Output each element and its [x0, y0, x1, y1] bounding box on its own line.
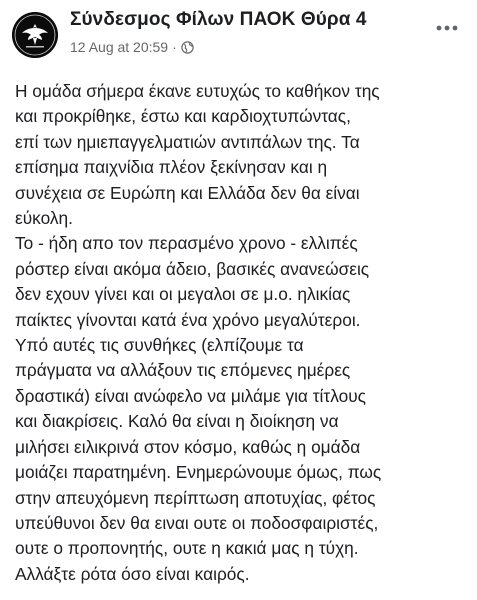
more-horizontal-icon[interactable] [435, 20, 459, 30]
post-text-line: δεν εχουν γίνει και οι μεγαλοι σε μ.ο. ηλικίας [15, 284, 351, 305]
post-text-line: Υπό αυτές τις συνθήκες (ελπίζουμε τα [15, 335, 304, 356]
post-text-line: συνέχεια σε Ευρώπη και Ελλάδα δεν θα είναι [15, 182, 360, 203]
post-text-line: ρόστερ είναι ακόμα άδειο, βασικές ανανεώσεις [15, 258, 370, 279]
post-header [0, 0, 477, 70]
post-text-line: εύκολη. [15, 208, 73, 229]
timestamp[interactable]: 12 Aug at 20:59 [70, 39, 169, 55]
globe-icon[interactable] [181, 41, 194, 54]
post-meta [70, 39, 194, 55]
post-text-line: Αλλάξτε ρότα όσο είναι καιρός. [15, 563, 250, 584]
post-body [15, 79, 467, 587]
post-text-line: επίσημα παιχνίδια πλέον ξεκίνησαν και η [15, 157, 328, 178]
post-text-line: μιλήσει ειλικρινά στον κόσμο, καθώς η ομάδα [15, 436, 361, 457]
post-text-line: και προκρίθηκε, έστω και καρδιοχτυπώντας, [15, 106, 351, 127]
page-name[interactable]: Σύνδεσμος Φίλων ΠΑΟΚ Θύρα 4 [70, 9, 367, 30]
meta-separator: · [172, 39, 177, 55]
post-text-line: ουτε ο προπονητής, ουτε η κακιά μας η τύχη. [15, 538, 359, 559]
avatar[interactable] [12, 12, 58, 58]
post-text-line: στην απευχόμενη περίπτωση αποτυχίας, φέτος [15, 487, 376, 508]
post-text-line: δραστικά) είναι ανώφελο να μιλάμε για τίτλους [15, 385, 366, 406]
post-text-line: Το - ήδη απο τον περασμένο χρονο - ελλιπές [15, 233, 358, 254]
post-text-line: πράγματα να αλλάξουν τις επόμενες ημέρες [15, 360, 351, 381]
post-text-line: Η ομάδα σήμερα έκανε ευτυχώς το καθήκον της [15, 81, 380, 101]
post-text-line: και διακρίσεις. Καλό θα είναι η διοίκηση να [15, 411, 339, 432]
post-text-line: μοιάζει παρατημένη. Ενημερώνουμε όμως, πως [15, 462, 382, 483]
eagle-crest-logo [12, 12, 58, 58]
post-text-line: επί των ημιεπαγγελματιών αντιπάλων της. Τα [15, 131, 360, 152]
post-text-line: υπεύθυνοι δεν θα ειναι ουτε οι ποδοσφαιριστές, [15, 512, 379, 533]
post-text-line: παίκτες γίνονται κατά ένα χρόνο μεγαλύτεροι. [15, 309, 361, 330]
